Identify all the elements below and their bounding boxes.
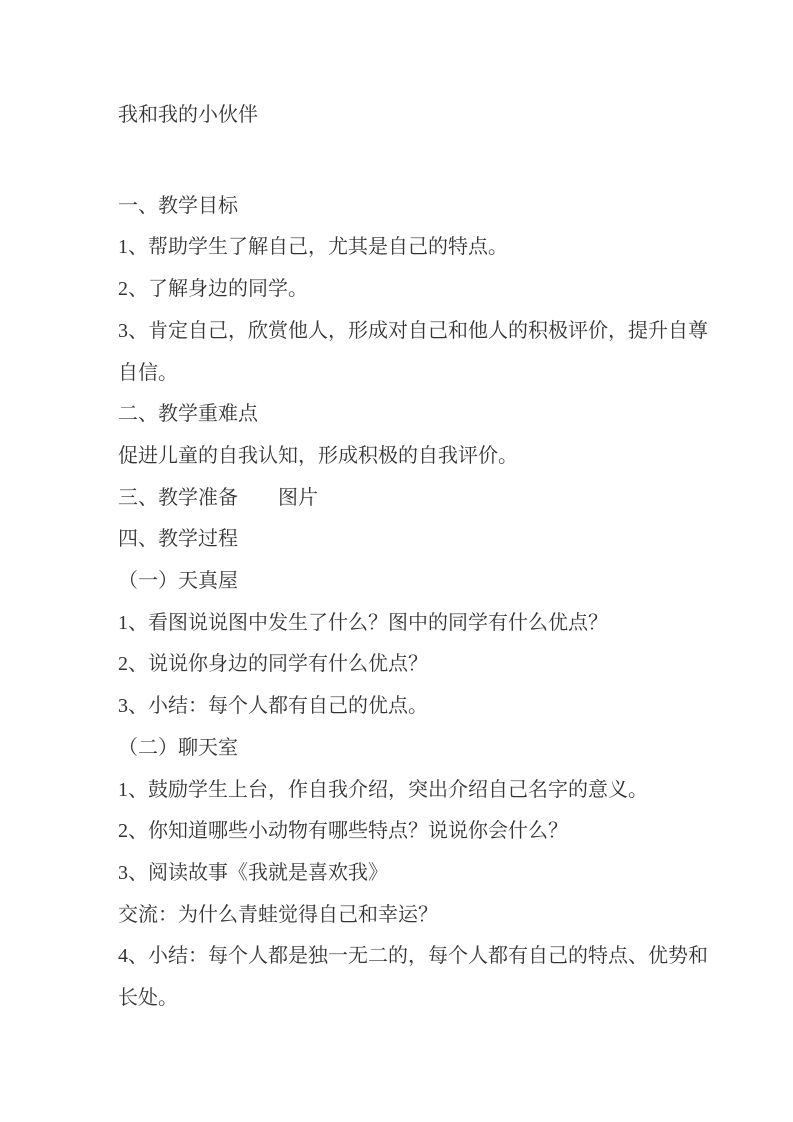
list-item: 2、你知道哪些小动物有哪些特点？说说你会什么？ — [118, 820, 568, 843]
list-item: 3、阅读故事《我就是喜欢我》 — [118, 861, 388, 884]
paragraph: 交流：为什么青蛙觉得自己和幸运？ — [118, 903, 438, 926]
list-item: 2、说说你身边的同学有什么优点？ — [118, 653, 428, 676]
list-item: 3、小结：每个人都有自己的优点。 — [118, 695, 428, 718]
section-heading-process: 四、教学过程 — [118, 528, 238, 551]
section-heading-key-points: 二、教学重难点 — [118, 403, 258, 426]
subsection-heading-liaotianshi: （二）聊天室 — [118, 736, 238, 759]
list-item: 1、帮助学生了解自己，尤其是自己的特点。 — [118, 236, 508, 259]
list-item: 1、鼓励学生上台，作自我介绍，突出介绍自己名字的意义。 — [118, 778, 648, 801]
section-heading-teaching-goals: 一、教学目标 — [118, 194, 238, 217]
document-content — [118, 95, 718, 1020]
list-item: 4、小结：每个人都是独一无二的，每个人都有自己的特点、优势和长处。 — [118, 945, 708, 1010]
section-heading-preparation: 三、教学准备 图片 — [118, 486, 318, 509]
paragraph: 促进儿童的自我认知，形成积极的自我评价。 — [118, 444, 518, 467]
list-item: 3、肯定自己，欣赏他人，形成对自己和他人的积极评价，提升自尊自信。 — [118, 319, 708, 384]
document-title: 我和我的小伙伴 — [118, 104, 258, 126]
subsection-heading-tianzhenwu: （一）天真屋 — [118, 570, 238, 593]
list-item: 2、了解身边的同学。 — [118, 278, 308, 301]
list-item: 1、看图说说图中发生了什么？图中的同学有什么优点？ — [118, 611, 608, 634]
